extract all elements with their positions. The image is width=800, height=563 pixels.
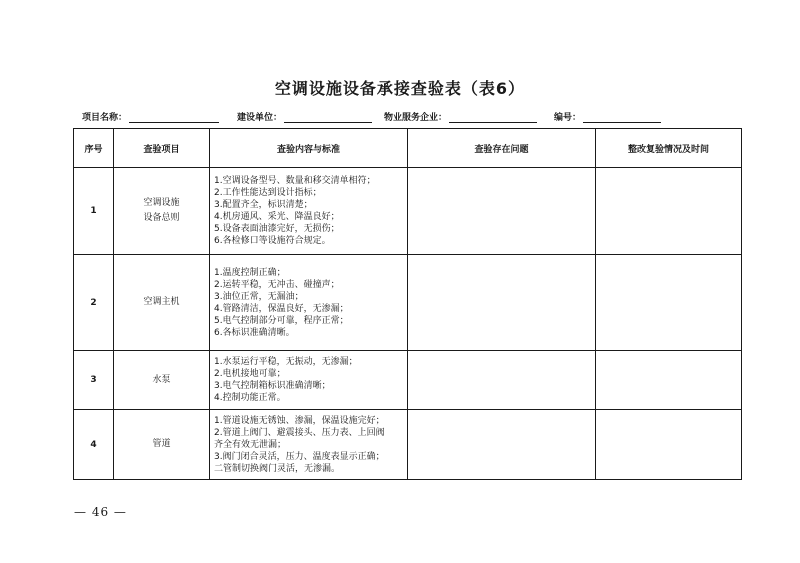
table-row [74, 168, 742, 255]
content-line: 4.管路清洁，保温良好，无渗漏； [214, 303, 349, 314]
row-seq: 3 [74, 351, 114, 410]
project-name-field[interactable] [82, 110, 219, 123]
header-content: 查验内容与标准 [210, 129, 408, 168]
project-name-label: 项目名称： [82, 113, 128, 123]
row-item-line: 空调主机 [143, 297, 180, 307]
row-issues-cell[interactable] [408, 410, 596, 480]
property-company-label: 物业服务企业： [384, 113, 448, 123]
row-seq: 1 [74, 168, 114, 255]
row-item-line: 空调设施 [143, 198, 180, 208]
content-line: 2.电机接地可靠； [214, 369, 286, 379]
row-recheck-cell[interactable] [596, 410, 742, 480]
row-item-line: 管道 [152, 439, 171, 449]
row-recheck-cell[interactable] [596, 351, 742, 410]
table-header-row [74, 129, 742, 168]
form-meta-fields [82, 110, 742, 126]
content-line: 4.机房通风、采光、降温良好； [214, 212, 340, 222]
content-line: 6.各标识准确清晰。 [214, 327, 295, 338]
table-row [74, 351, 742, 410]
builder-label: 建设单位： [237, 113, 283, 123]
content-line: 5.电气控制部分可靠，程序正常； [214, 315, 349, 326]
table-row [74, 410, 742, 480]
row-item [114, 351, 210, 410]
row-issues-cell[interactable] [408, 255, 596, 351]
row-item [114, 168, 210, 255]
page-number: — 46 — [74, 505, 127, 519]
content-line: 6.各检修口等设施符合规定。 [214, 236, 331, 246]
builder-field[interactable] [237, 110, 372, 123]
header-seq: 序号 [74, 129, 114, 168]
content-line: 1.管道设施无锈蚀、渗漏，保温设施完好； [214, 415, 385, 426]
row-recheck-cell[interactable] [596, 168, 742, 255]
header-recheck: 整改复验情况及时间 [596, 129, 742, 168]
content-line: 1.空调设备型号、数量和移交清单相符； [214, 176, 376, 186]
page-title: 空调设施设备承接查验表（表6） [274, 79, 526, 98]
property-company-blank[interactable] [449, 112, 537, 123]
row-content [210, 255, 408, 351]
row-content [210, 168, 408, 255]
builder-blank[interactable] [284, 112, 372, 123]
content-line: 5.设备表面油漆完好，无损伤； [214, 224, 340, 234]
content-line: 3.配置齐全，标识清楚； [214, 200, 313, 210]
row-content [210, 410, 408, 480]
content-line: 4.控制功能正常。 [214, 393, 286, 403]
row-issues-cell[interactable] [408, 351, 596, 410]
content-line: 2.管道上阀门、避震接头、压力表、上回阀 [214, 427, 385, 438]
project-name-blank[interactable] [129, 112, 219, 123]
row-issues-cell[interactable] [408, 168, 596, 255]
content-line: 1.水泵运行平稳，无振动，无渗漏； [214, 357, 358, 367]
content-line: 3.油位正常，无漏油； [214, 291, 304, 302]
number-blank[interactable] [583, 112, 661, 123]
header-item: 查验项目 [114, 129, 210, 168]
content-line: 1.温度控制正确； [214, 267, 286, 278]
content-line: 齐全有效无泄漏； [214, 439, 287, 450]
number-label: 编号： [554, 113, 582, 123]
content-line: 3.电气控制箱标识准确清晰； [214, 381, 331, 391]
table-row [74, 255, 742, 351]
content-line: 3.阀门闭合灵活，压力、温度表显示正确； [214, 451, 385, 462]
row-recheck-cell[interactable] [596, 255, 742, 351]
row-content [210, 351, 408, 410]
content-line: 二管制切换阀门灵活，无渗漏。 [214, 463, 341, 474]
row-item-line: 设备总则 [143, 213, 180, 223]
row-item [114, 410, 210, 480]
inspection-table [73, 128, 742, 480]
content-line: 2.工作性能达到设计指标； [214, 188, 322, 198]
property-company-field[interactable] [384, 110, 537, 123]
header-issues: 查验存在问题 [408, 129, 596, 168]
row-item [114, 255, 210, 351]
row-item-line: 水泵 [152, 374, 171, 385]
row-seq: 2 [74, 255, 114, 351]
row-seq: 4 [74, 410, 114, 480]
content-line: 2.运转平稳，无冲击、碰撞声； [214, 279, 340, 290]
number-field[interactable] [554, 110, 661, 123]
